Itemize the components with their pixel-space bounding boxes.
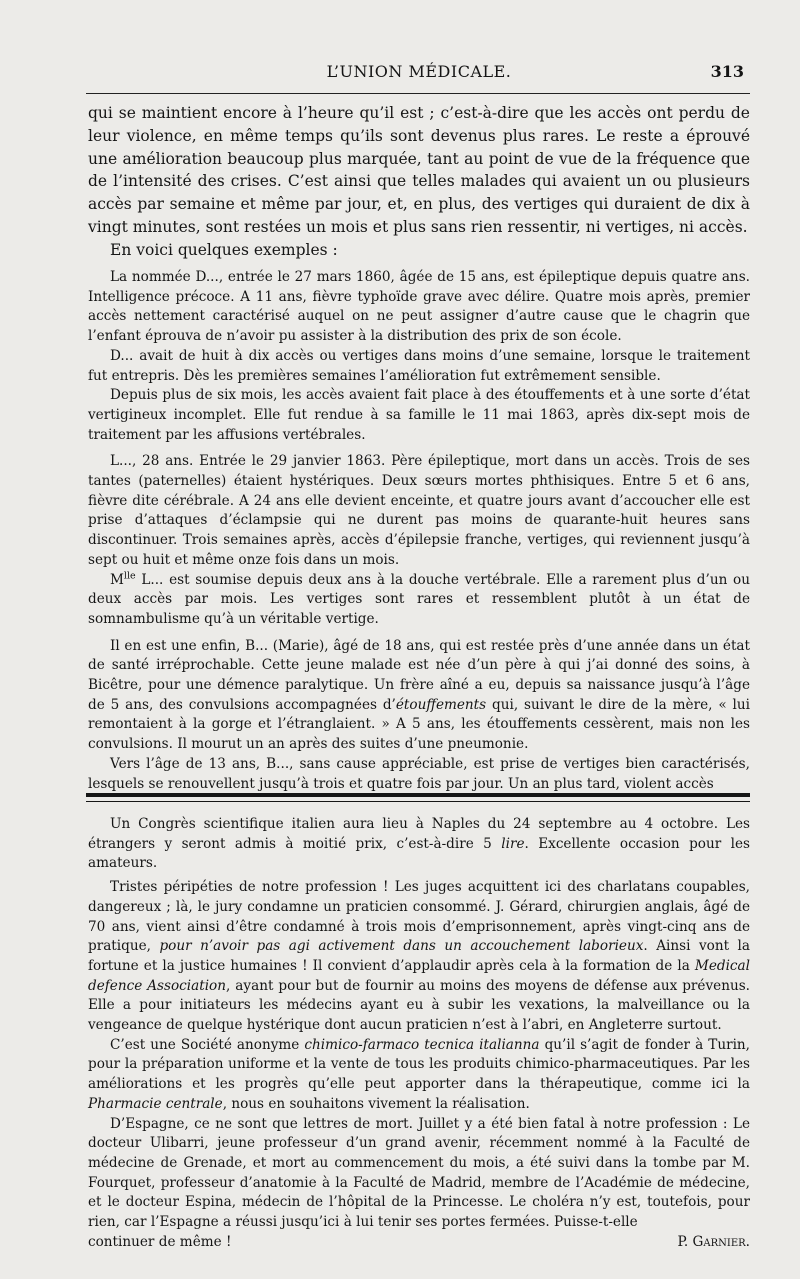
news-text: Un Congrès scientifique italien aura lieu à Naples du 24 septembre au 4 octobre. Les étrangers y seront admis à moitié prix, c’est-à-dire 5 bbox=[88, 816, 750, 852]
mlle-abbrev: M bbox=[110, 571, 124, 588]
case-paragraph: La nommée D..., entrée le 27 mars 1860, âgée de 15 ans, est épileptique depuis quatre ans. Intelligence précoce. A 11 ans, fièvre typhoïde grave avec délire. Quatre mois après, premier accès nettement caractérisé auquel on ne peut assigner d’autre cause que le chagrin que l’enfant éprouva de n’avoir pu assister à la distribution des prix de son école. bbox=[88, 269, 750, 345]
case-text: Il en est une enfin, B... (Marie), âgé de 18 ans, qui est restée près d’une année dans un état de santé irréprochable. Cette jeune malade est née d’un père à qui j’ai donné des soins, à Bicêtre, pour une démence paralytique. Un frère aîné a eu, depuis sa naissance jusqu’à l’âge de 5 ans, des convulsions accompagnées d’ bbox=[88, 637, 750, 713]
case-paragraph: L..., 28 ans. Entrée le 29 janvier 1863. Père épileptique, mort dans un accès. Trois de ses tantes (paternelles) étaient hystériques. Deux sœurs mortes phthisiques. Entre 5 et 6 ans, fièvre dite cérébrale. A 24 ans elle devient enceinte, et quatre jours avant d’accoucher elle est prise d’attaques d’éclampsie qui ne durent pas moins de quarante-huit heures sans discontinuer. Trois semaines après, accès d’épilepsie franche, vertiges, qui reviennent jusqu’à sept ou huit et même onze fois dans un mois. bbox=[88, 453, 750, 568]
italic-phrase: chimico-farmaco tecnica italianna bbox=[304, 1036, 540, 1053]
news-item: D’Espagne, ce ne sont que lettres de mort. Juillet y a été bien fatal à notre profession : Le docteur Ulibarri, jeune professeur d’un grand avenir, récemment nommé à la Faculté de médecine de Grenade, et mort au commencement du mois, a été suivi dans la tombe par M. Fourquet, professeur d’anatomie à la Faculté de Madrid, membre de l’Académie de médecine, et le docteur Espina, médecin de l’hôpital de la Princesse. Le choléra n’y est, toutefois, pour rien, car l’Espagne a réussi jusqu’ici à lui tenir ses portes fermées. Puisse-t-elle bbox=[88, 1115, 750, 1231]
italic-phrase: Pharmacie centrale bbox=[88, 1095, 223, 1112]
news-item bbox=[88, 1036, 750, 1115]
italic-phrase: pour n’avoir pas agi activement dans un accouchement laborieux bbox=[159, 938, 644, 955]
italic-term: lire bbox=[501, 835, 525, 852]
news-text: . Ainsi vont la fortune et la justice humaines ! Il convient d’applaudir après cela à la formation de la bbox=[88, 938, 750, 974]
running-header bbox=[88, 60, 750, 90]
news-item bbox=[88, 878, 750, 1036]
page-number: 313 bbox=[710, 62, 744, 81]
news-text: Tristes péripéties de notre profession ! Les juges acquittent ici des charlatans coupables, dangereux ; là, le jury condamne un praticien consommé. J. Gérard, chirurgien anglais, âgé de 70 ans, vient ainsi d’être condamné à trois mois d’emprisonnement, après vingt-cinq ans de pratique, bbox=[88, 879, 750, 955]
italic-term: étouffements bbox=[395, 696, 487, 713]
news-text: . Excellente occasion pour les amateurs. bbox=[88, 835, 750, 872]
news-text: , ayant pour but de fournir au moins des moyens de défense aux prévenus. Elle a pour initiateurs les médecins ayant eu à subir les vexations, la malveillance ou la vengeance de quelque hystérique dont aucun praticien n’est à l’abri, en Angleterre surtout. bbox=[88, 977, 751, 1034]
case-paragraph bbox=[88, 571, 750, 630]
news-text: continuer de même ! bbox=[88, 1233, 232, 1250]
italic-phrase: Medical defence Association bbox=[88, 957, 750, 994]
case-text: qui, suivant le dire de la mère, « lui remontaient à la gorge et l’étranglaient. » A 5 ans, les étouffements cessèrent, mais non les convulsions. Il mourut un an après des suites d’une pneumonie. bbox=[88, 696, 750, 753]
paragraph: En voici quelques exemples : bbox=[110, 240, 338, 259]
news-section bbox=[88, 815, 750, 1252]
news-text: , nous en souhaitons vivement la réalisation. bbox=[222, 1095, 530, 1112]
header-rule bbox=[86, 93, 750, 94]
news-text: qu’il s’agit de fonder à Turin, pour la préparation uniforme et la vente de tous les produits chimico-pharmaceutiques. Par les améliorations et les progrès qu’elle peut apporter dans la thérapeutique, comme ici la bbox=[88, 1036, 750, 1093]
case-paragraph bbox=[88, 637, 750, 755]
article-intro bbox=[88, 102, 750, 262]
case-observations bbox=[88, 268, 750, 794]
news-item bbox=[88, 815, 750, 874]
closing-line bbox=[88, 1233, 750, 1253]
author-signature: P. Garnier. bbox=[677, 1233, 750, 1250]
case-paragraph: D... avait de huit à dix accès ou vertiges dans moins d’une semaine, lorsque le traitement fut entrepris. Dès les premières semaines l’amélioration fut extrêmement sensible. bbox=[88, 347, 750, 384]
case-text: L... est soumise depuis deux ans à la douche vertébrale. Elle a rarement plus d’un ou deux accès par mois. Les vertiges sont rares et ressemblent plutôt à un état de somnambulisme qu’à un véritable vertige. bbox=[88, 571, 750, 627]
case-paragraph: Depuis plus de six mois, les accès avaient fait place à des étouffements et à une sorte d’état vertigineux incomplet. Elle fut rendue à sa famille le 11 mai 1863, après dix-sept mois de traitement par les affusions vertébrales. bbox=[88, 387, 750, 443]
news-text: C’est une Société anonyme bbox=[110, 1036, 305, 1053]
paragraph: qui se maintient encore à l’heure qu’il est ; c’est-à-dire que les accès ont perdu de leur violence, en même temps qu’ils sont devenus plus rares. Le reste a éprouvé une amélioration beaucoup plus marquée, tant au point de vue de la fréquence que de l’intensité des crises. C’est ainsi que telles malades qui avaient un ou plusieurs accès par semaine et même par jour, et, en plus, des vertiges qui duraient de dix à vingt minutes, sont restées un mois et plus sans rien ressentir, ni vertiges, ni accès. bbox=[88, 104, 750, 236]
case-paragraph: Vers l’âge de 13 ans, B..., sans cause appréciable, est prise de vertiges bien caractérisés, lesquels se renouvellent jusqu’à trois et quatre fois par jour. Un an plus tard, violent accès bbox=[88, 755, 750, 792]
journal-title: L’UNION MÉDICALE. bbox=[326, 62, 512, 81]
mlle-superscript: lle bbox=[123, 570, 136, 582]
section-divider bbox=[86, 793, 750, 802]
